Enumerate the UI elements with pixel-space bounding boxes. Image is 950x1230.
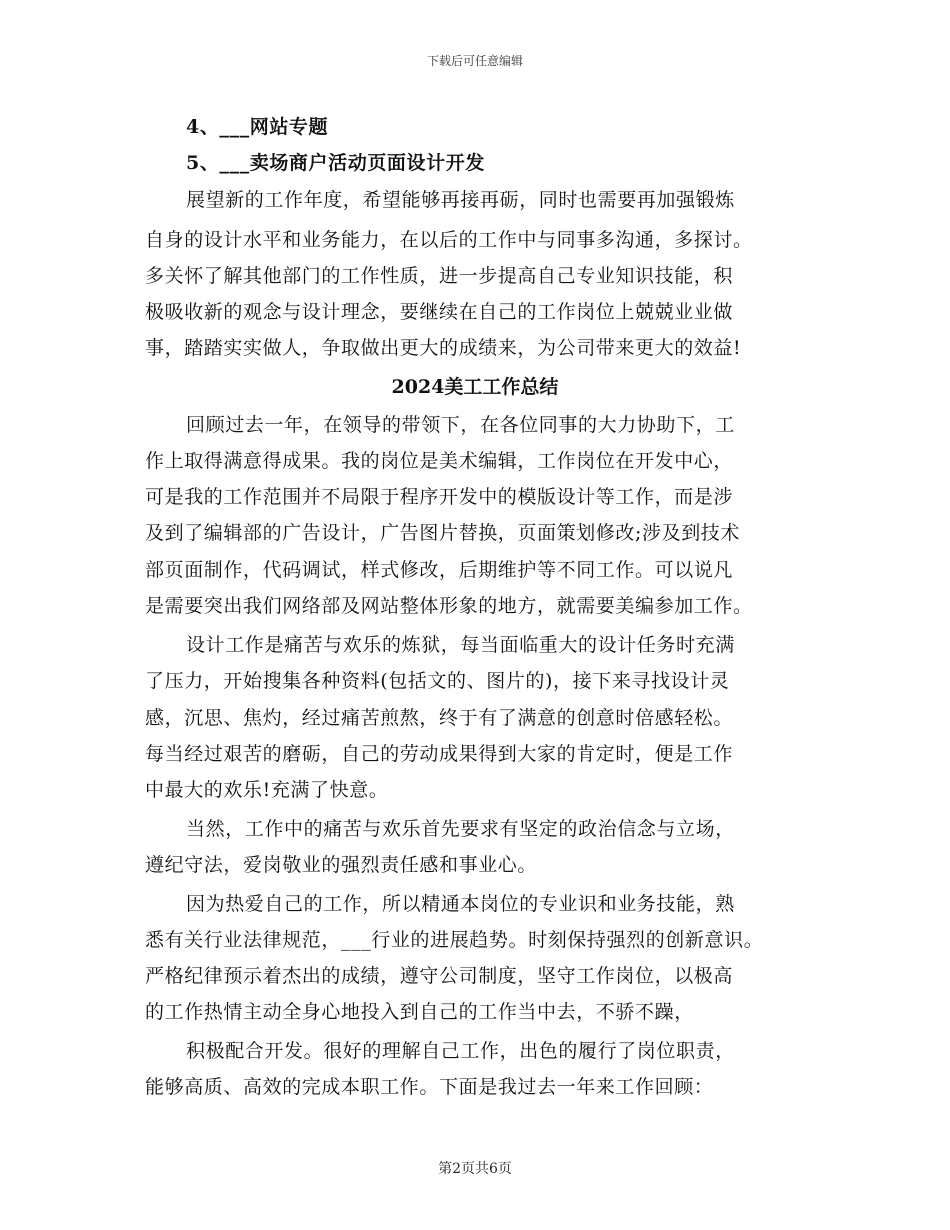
paragraph2-line6: 是需要突出我们网络部及网站整体形象的地方，就需要美编参加工作。 (145, 595, 753, 617)
paragraph3-line2: 了压力，开始搜集各种资料(包括文的、图片的)，接下来寻找设计灵 (145, 670, 730, 692)
section-title: 2024美工工作总结 (391, 376, 559, 398)
list-item-4: 4、___网站专题 (186, 116, 329, 138)
paragraph2-line4: 及到了编辑部的广告设计，广告图片替换，页面策划修改;涉及到技术 (145, 522, 741, 544)
paragraph2-line1: 回顾过去一年，在领导的带领下，在各位同事的大力协助下，工 (186, 414, 735, 436)
page-header: 下载后可任意编辑 (426, 54, 523, 68)
list-item-5: 5、___卖场商户活动页面设计开发 (186, 152, 485, 174)
paragraph1-line3: 多关怀了解其他部门的工作性质，进一步提高自己专业知识技能，积 (145, 265, 734, 287)
paragraph3-line4: 每当经过艰苦的磨砺，自己的劳动成果得到大家的肯定时，便是工作 (145, 743, 734, 765)
paragraph4-line1: 当然，工作中的痛苦与欢乐首先要求有坚定的政治信念与立场， (186, 818, 735, 840)
paragraph1-line1: 展望新的工作年度，希望能够再接再砺，同时也需要再加强锻炼 (186, 189, 735, 211)
paragraph2-line5: 部页面制作，代码调试，样式修改，后期维护等不同工作。可以说凡 (145, 559, 734, 581)
paragraph2-line3: 可是我的工作范围并不局限于程序开发中的模版设计等工作，而是涉 (145, 486, 734, 508)
paragraph5-line1: 因为热爱自己的工作，所以精通本岗位的专业识和业务技能，熟 (186, 893, 735, 915)
paragraph5-line3: 严格纪律预示着杰出的成绩，遵守公司制度，坚守工作岗位，以极高 (145, 965, 734, 987)
paragraph1-line5: 事，踏踏实实做人，争取做出更大的成绩来，为公司带来更大的效益! (145, 337, 742, 359)
paragraph6-line1: 积极配合开发。很好的理解自己工作，出色的履行了岗位职责， (186, 1040, 735, 1062)
paragraph6-line2: 能够高质、高效的完成本职工作。下面是我过去一年来工作回顾： (145, 1076, 714, 1098)
paragraph2-line2: 作上取得满意得成果。我的岗位是美术编辑，工作岗位在开发中心， (145, 450, 734, 472)
paragraph4-line2: 遵纪守法，爱岗敬业的强烈责任感和事业心。 (145, 854, 538, 876)
paragraph1-line4: 极吸收新的观念与设计理念，要继续在自己的工作岗位上兢兢业业做 (145, 301, 734, 323)
paragraph3-line1: 设计工作是痛苦与欢乐的炼狱，每当面临重大的设计任务时充满 (186, 634, 735, 656)
paragraph5-line4: 的工作热情主动全身心地投入到自己的工作当中去，不骄不躁， (145, 1001, 694, 1023)
paragraph3-line5: 中最大的欢乐!充满了快意。 (145, 779, 389, 801)
paragraph1-line2: 自身的设计水平和业务能力，在以后的工作中与同事多沟通，多探讨。 (145, 229, 753, 251)
paragraph3-line3: 感，沉思、焦灼，经过痛苦煎熬，终于有了满意的创意时倍感轻松。 (145, 707, 734, 729)
paragraph5-line2: 悉有关行业法律规范，___行业的进展趋势。时刻保持强烈的创新意识。 (145, 929, 764, 951)
page-footer: 第2页共6页 (438, 1161, 512, 1177)
